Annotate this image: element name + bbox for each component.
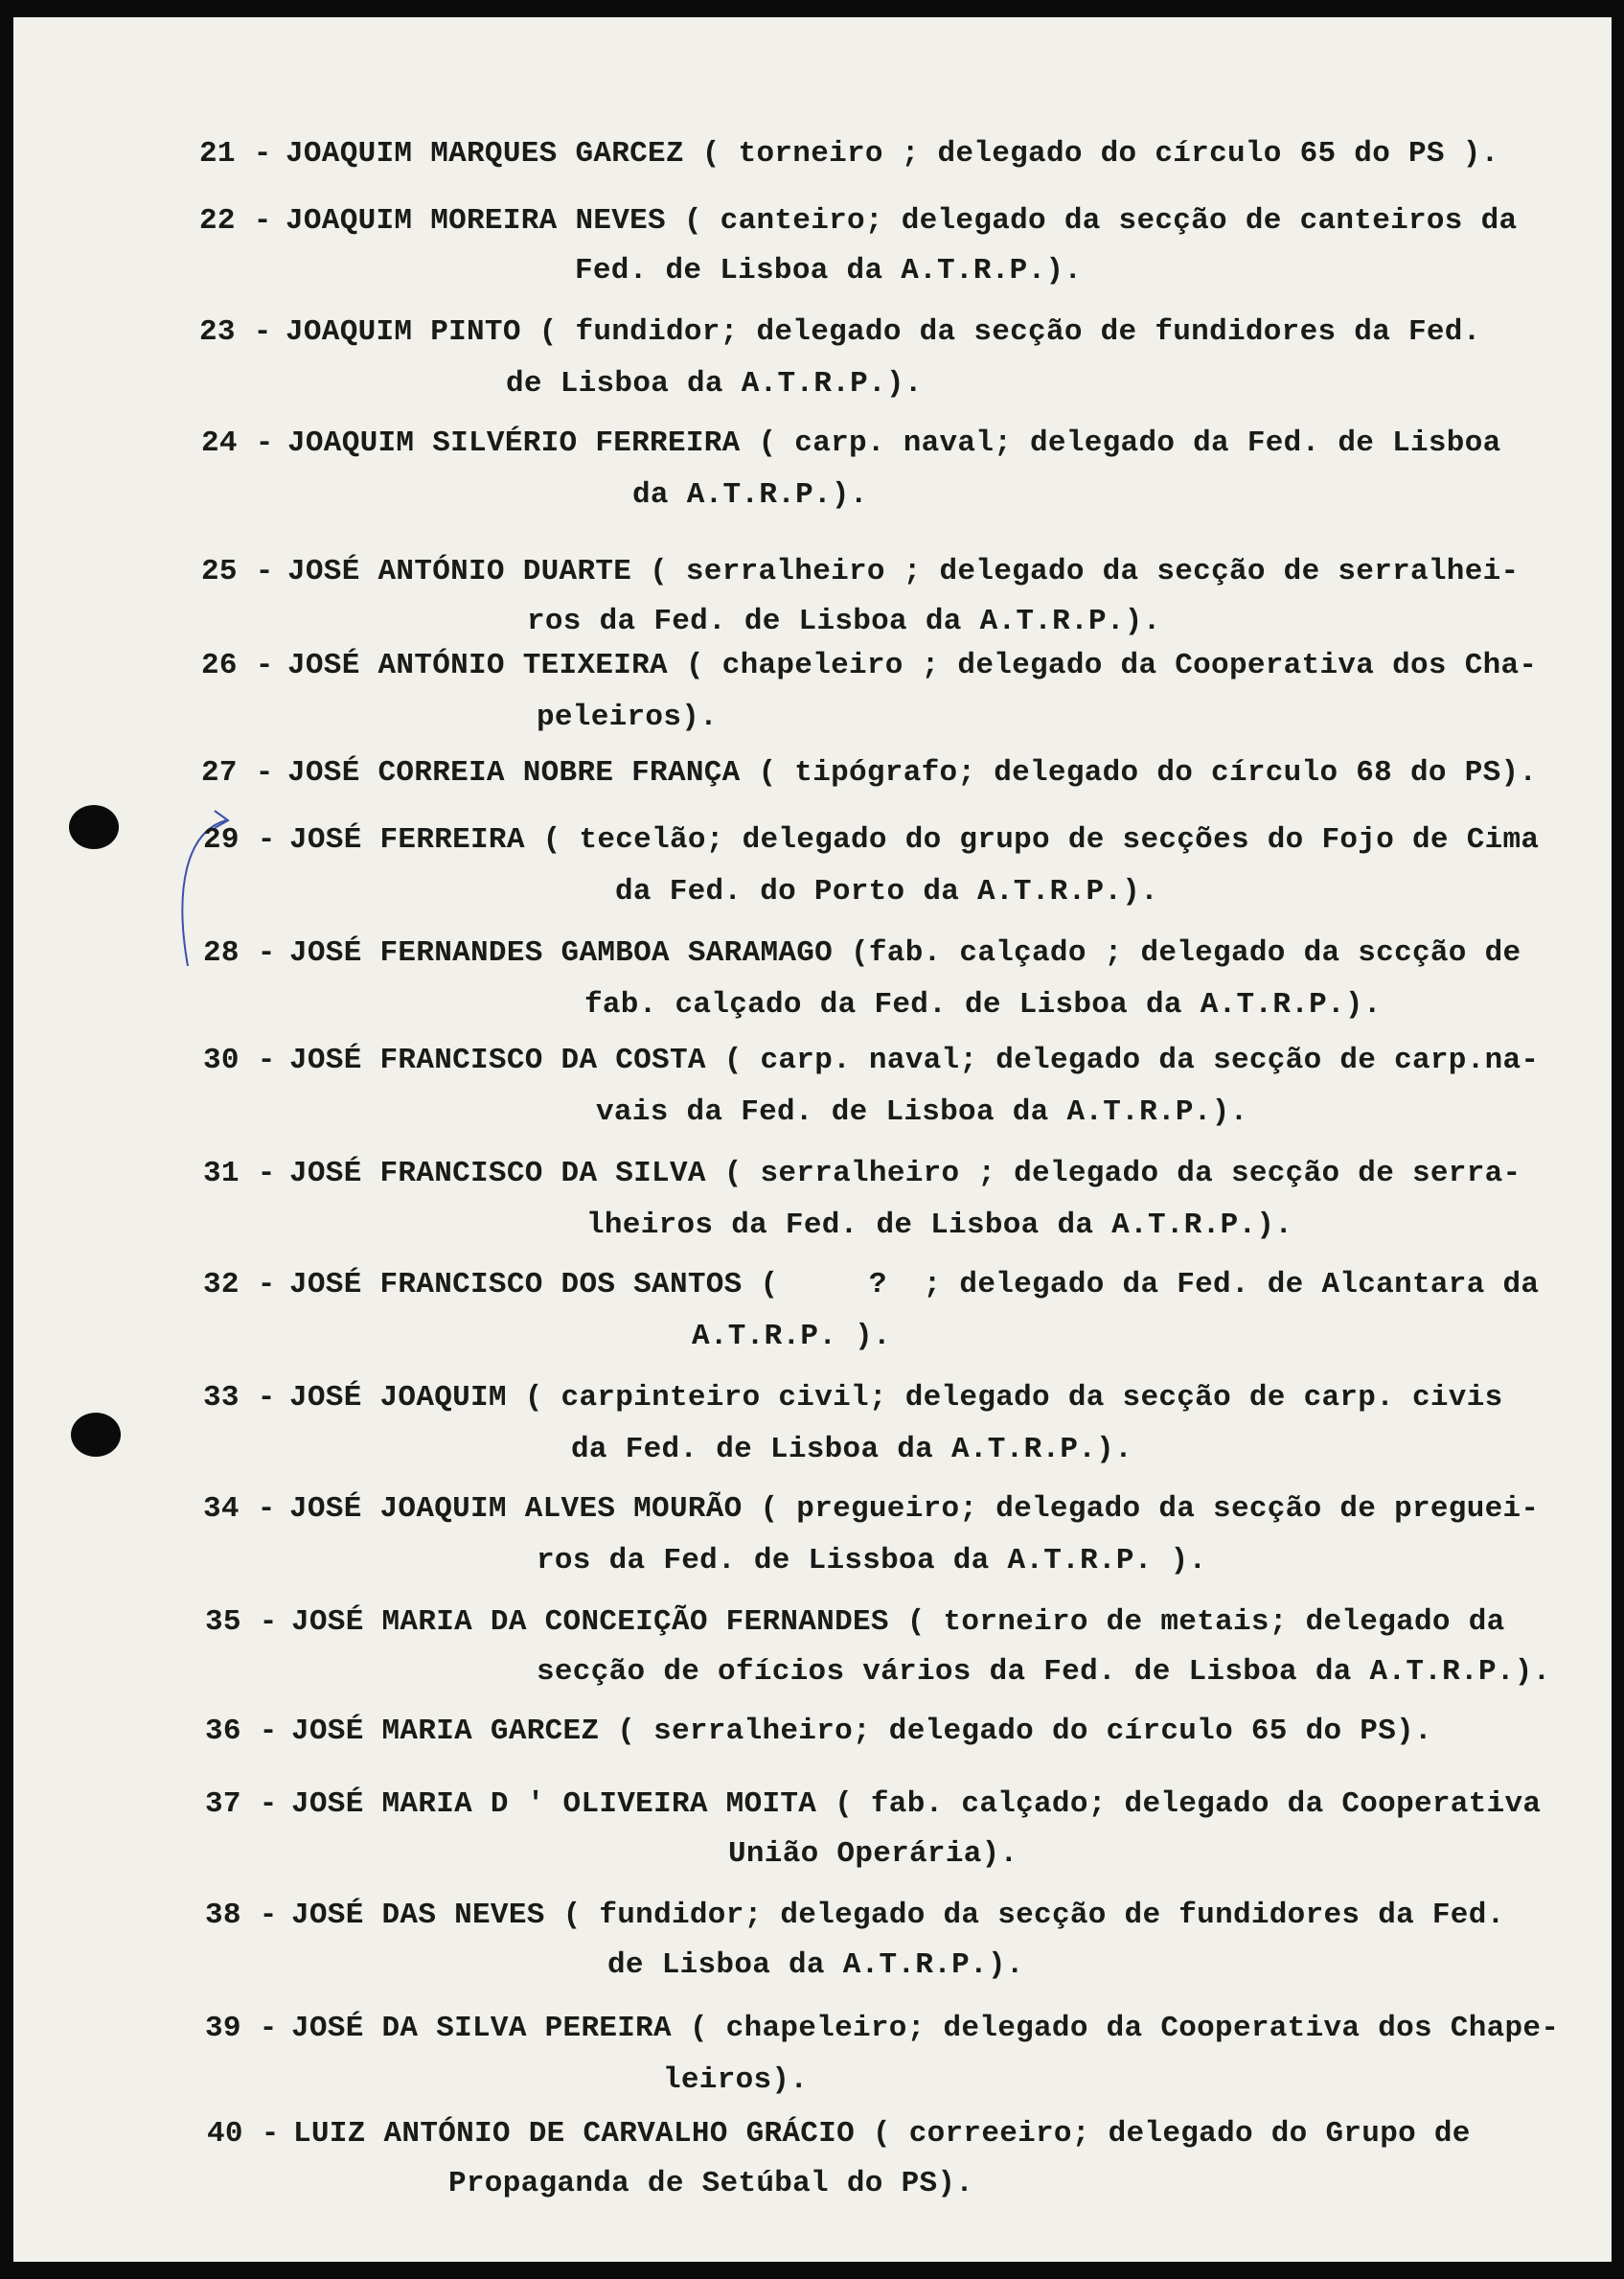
list-item [199,128,1499,180]
entry-description: ( fundidor; delegado da secção de fundidores da Fed. [538,315,1481,349]
entry-name: JOSÉ ANTÓNIO DUARTE [287,555,632,588]
entry-description: ( serralheiro ; delegado da secção de serralhei- [650,555,1520,588]
entry-name: JOAQUIM MOREIRA NEVES [286,204,666,238]
list-item [205,2003,1559,2055]
entry-number: 36 - [205,1715,278,1748]
entry-description: ( ? ; delegado da Fed. de Alcantara da [760,1268,1540,1301]
entry-number: 31 - [203,1157,276,1190]
entry-continuation: União Operária). [728,1837,1018,1871]
entry-name: JOSÉ JOAQUIM [289,1381,507,1415]
entry-description: ( serralheiro ; delegado da secção de serra- [723,1157,1521,1190]
entry-continuation: de Lisboa da A.T.R.P.). [607,1948,1024,1982]
entry-number: 23 - [199,315,272,349]
entry-number: 33 - [203,1381,276,1415]
entry-number: 35 - [205,1605,278,1639]
list-item [205,1706,1432,1758]
entry-number: 40 - [207,2117,280,2151]
entry-number: 37 - [205,1787,278,1821]
entry-description: ( fundidor; delegado da secção de fundidores da Fed. [562,1899,1505,1932]
entry-number: 38 - [205,1899,278,1932]
entry-number: 29 - [203,823,276,857]
list-item [205,1890,1505,1942]
list-item [203,1148,1521,1200]
entry-continuation: peleiros). [537,701,719,734]
entry-name: JOSÉ DAS NEVES [291,1899,545,1932]
entry-continuation: vais da Fed. de Lisboa da A.T.R.P.). [596,1095,1248,1129]
entry-description: ( fab. calçado; delegado da Cooperativa [835,1787,1542,1821]
entry-number: 26 - [201,649,274,682]
entry-description: ( tecelão; delegado do grupo de secções do Fojo de Cima [542,823,1540,857]
entry-description: ( torneiro ; delegado do círculo 65 do PS ). [701,137,1499,171]
entry-continuation: da Fed. do Porto da A.T.R.P.). [615,875,1159,909]
entry-number: 30 - [203,1044,276,1077]
entry-description: ( carp. naval; delegado da Fed. de Lisboa [758,426,1501,460]
entry-name: LUIZ ANTÓNIO DE CARVALHO GRÁCIO [293,2117,855,2151]
list-item [203,1484,1539,1535]
entry-description: ( carpinteiro civil; delegado da secção de carp. civis [524,1381,1503,1415]
entry-description: ( canteiro; delegado da secção de canteiros da [683,204,1518,238]
entry-continuation: A.T.R.P. ). [692,1320,891,1353]
entry-continuation: lheiros da Fed. de Lisboa da A.T.R.P.). [586,1209,1293,1242]
entry-name: JOAQUIM SILVÉRIO FERREIRA [287,426,741,460]
entry-description: ( torneiro de metais; delegado da [906,1605,1505,1639]
list-item [207,2108,1471,2160]
list-item [201,418,1501,470]
entry-name: JOAQUIM PINTO [286,315,521,349]
entry-name: JOSÉ FRANCISCO DA SILVA [289,1157,706,1190]
entry-number: 22 - [199,204,272,238]
entry-number: 39 - [205,2012,278,2045]
entry-continuation: fab. calçado da Fed. de Lisboa da A.T.R.P.). [584,988,1382,1022]
entry-continuation: da A.T.R.P.). [632,478,868,512]
entry-number: 25 - [201,555,274,588]
entry-description: ( tipógrafo; delegado do círculo 68 do PS). [758,756,1538,790]
entry-name: JOSÉ MARIA GARCEZ [291,1715,600,1748]
entry-continuation: secção de ofícios vários da Fed. de Lisboa da A.T.R.P.). [537,1655,1551,1689]
entry-number: 32 - [203,1268,276,1301]
list-item [203,1035,1539,1087]
entry-continuation: Propaganda de Setúbal do PS). [448,2167,974,2200]
entry-description: ( serralheiro; delegado do círculo 65 do PS). [617,1715,1432,1748]
entry-continuation: da Fed. de Lisboa da A.T.R.P.). [571,1433,1132,1466]
list-item [199,307,1481,358]
entry-name: JOSÉ JOAQUIM ALVES MOURÃO [289,1492,743,1526]
list-item [201,748,1537,799]
list-item [199,196,1517,247]
punch-hole-top [69,805,119,849]
entry-continuation: ros da Fed. de Lisboa da A.T.R.P.). [527,605,1161,638]
entry-description: ( correeiro; delegado do Grupo de [872,2117,1471,2151]
entry-continuation: de Lisboa da A.T.R.P.). [506,367,923,401]
entry-name: JOSÉ FRANCISCO DOS SANTOS [289,1268,743,1301]
entry-continuation: leiros). [663,2063,809,2097]
entry-continuation: Fed. de Lisboa da A.T.R.P.). [575,254,1083,288]
entry-number: 27 - [201,756,274,790]
list-item [203,1372,1503,1424]
entry-name: JOSÉ MARIA DA CONCEIÇÃO FERNANDES [291,1605,889,1639]
entry-name: JOSÉ FERREIRA [289,823,525,857]
entry-number: 34 - [203,1492,276,1526]
entry-description: ( chapeleiro ; delegado da Cooperativa dos Cha- [685,649,1538,682]
entry-name: JOSÉ CORREIA NOBRE FRANÇA [287,756,741,790]
entry-description: (fab. calçado ; delegado da sccção de [851,936,1521,970]
entry-name: JOSÉ ANTÓNIO TEIXEIRA [287,649,668,682]
list-item [203,815,1539,866]
entry-number: 24 - [201,426,274,460]
entry-description: ( chapeleiro; delegado da Cooperativa dos Chape- [689,2012,1560,2045]
list-item [205,1597,1505,1648]
entry-description: ( pregueiro; delegado da secção de preguei- [760,1492,1540,1526]
entry-description: ( carp. naval; delegado da secção de carp.na- [723,1044,1540,1077]
list-item [205,1779,1541,1830]
list-item [201,640,1537,692]
list-item [201,546,1519,598]
entry-number: 21 - [199,137,272,171]
entry-name: JOSÉ DA SILVA PEREIRA [291,2012,672,2045]
entry-name: JOSÉ FRANCISCO DA COSTA [289,1044,706,1077]
list-item [203,928,1521,979]
document-page [13,17,1612,2262]
punch-hole-bottom [71,1413,121,1457]
list-item [203,1259,1539,1311]
entry-name: JOAQUIM MARQUES GARCEZ [286,137,684,171]
entry-number: 28 - [203,936,276,970]
entry-name: JOSÉ FERNANDES GAMBOA SARAMAGO [289,936,834,970]
entry-name: JOSÉ MARIA D ' OLIVEIRA MOITA [291,1787,817,1821]
entry-continuation: ros da Fed. de Lissboa da A.T.R.P. ). [537,1544,1207,1577]
